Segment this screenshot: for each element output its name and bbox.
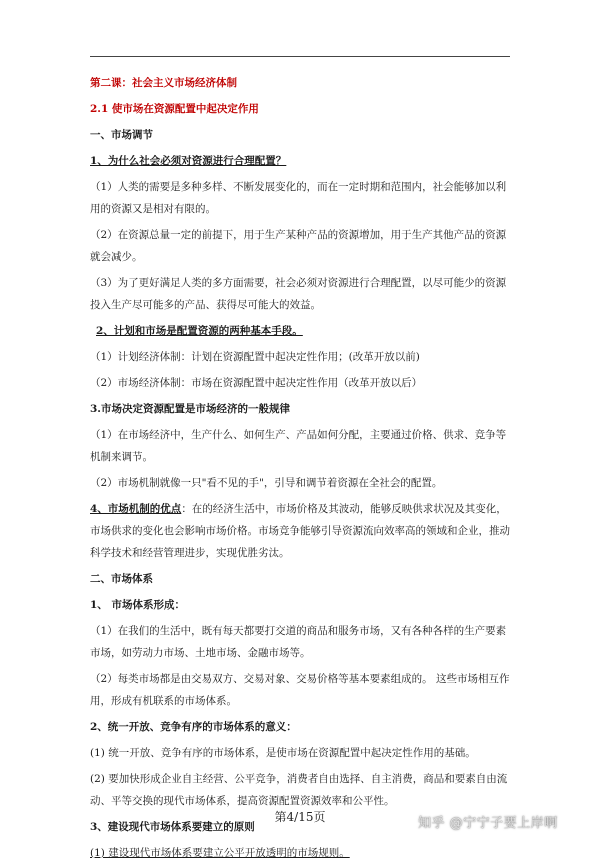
question-3: 3.市场决定资源配置是市场经济的一般规律	[90, 403, 290, 415]
question-4-label: 4、市场机制的优点	[90, 503, 182, 515]
question-1: 1、为什么社会必须对资源进行合理配置？	[90, 155, 287, 167]
q2-paragraph-2: （2）市场经济体制：市场在资源配置中起决定性作用（改革开放以后）	[90, 377, 423, 389]
lesson-title: 第二课：社会主义市场经济体制	[90, 77, 237, 89]
question-4-text: ：在的经济生活中，市场价格及其波动，能够反映供求状况及其变化，市场供求的变化也会影响市场价格。市场竞争能够引导资源流向效率高的领域和企业，推动科学技术和经营管理进步，实现优胜劣汰。	[90, 503, 510, 559]
heading-market-regulation: 一、市场调节	[90, 129, 153, 141]
q3-paragraph-1: （1）在市场经济中，生产什么、如何生产、产品如何分配，主要通过价格、供求、竞争等机制来调节。	[90, 429, 507, 463]
page-number: 第4/15页	[274, 810, 326, 824]
q1-paragraph-2: （2）在资源总量一定的前提下，用于生产某种产品的资源增加，用于生产其他产品的资源就会减少。	[90, 229, 507, 263]
watermark: 知乎 @宁宁子要上岸啊	[418, 816, 558, 831]
s2-paragraph-1: (1) 统一开放、竞争有序的市场体系，是使市场在资源配置中起决定性作用的基础。	[90, 747, 476, 759]
subsection-3: 3、建设现代市场体系要建立的原则	[90, 821, 255, 833]
q1-paragraph-3: （3）为了更好满足人类的多方面需要，社会必须对资源进行合理配置，以尽可能少的资源投入生产尽可能多的产品、获得尽可能大的效益。	[90, 277, 507, 311]
q3-paragraph-2: （2）市场机制就像一只"看不见的手"，引导和调节着资源在全社会的配置。	[90, 477, 443, 489]
heading-market-system: 二、市场体系	[90, 573, 153, 585]
question-4	[90, 498, 516, 564]
subsection-2: 2、统一开放、竞争有序的市场体系的意义：	[90, 721, 297, 733]
q1-paragraph-1: （1）人类的需要是多种多样、不断发展变化的，而在一定时期和范围内，社会能够加以利用的资源又是相对有限的。	[90, 181, 507, 215]
s3-paragraph-1: (1) 建设现代市场体系要建立公平开放透明的市场规则。	[90, 847, 350, 859]
subsection-1: 1、 市场体系形成：	[90, 599, 185, 611]
s1-paragraph-1: （1）在我们的生活中，既有每天都要打交道的商品和服务市场，又有各种各样的生产要素市场，如劳动力市场、土地市场、金融市场等。	[90, 625, 507, 659]
section-title: 2.1 使市场在资源配置中起决定作用	[90, 103, 259, 115]
document-body	[90, 72, 516, 864]
s1-paragraph-2: （2）每类市场都是由交易双方、交易对象、交易价格等基本要素组成的。 这些市场相互作用，形成有机联系的市场体系。	[90, 673, 510, 707]
s2-paragraph-2: (2) 要加快形成企业自主经营、公平竞争，消费者自由选择、自主消费，商品和要素自由流动、平等交换的现代市场体系，提高资源配置资源效率和公平性。	[90, 773, 508, 807]
header-rule	[90, 56, 510, 57]
q2-paragraph-1: （1）计划经济体制：计划在资源配置中起决定性作用；(改革开放以前)	[90, 351, 420, 363]
question-2: 2、计划和市场是配置资源的两种基本手段。	[96, 325, 303, 337]
